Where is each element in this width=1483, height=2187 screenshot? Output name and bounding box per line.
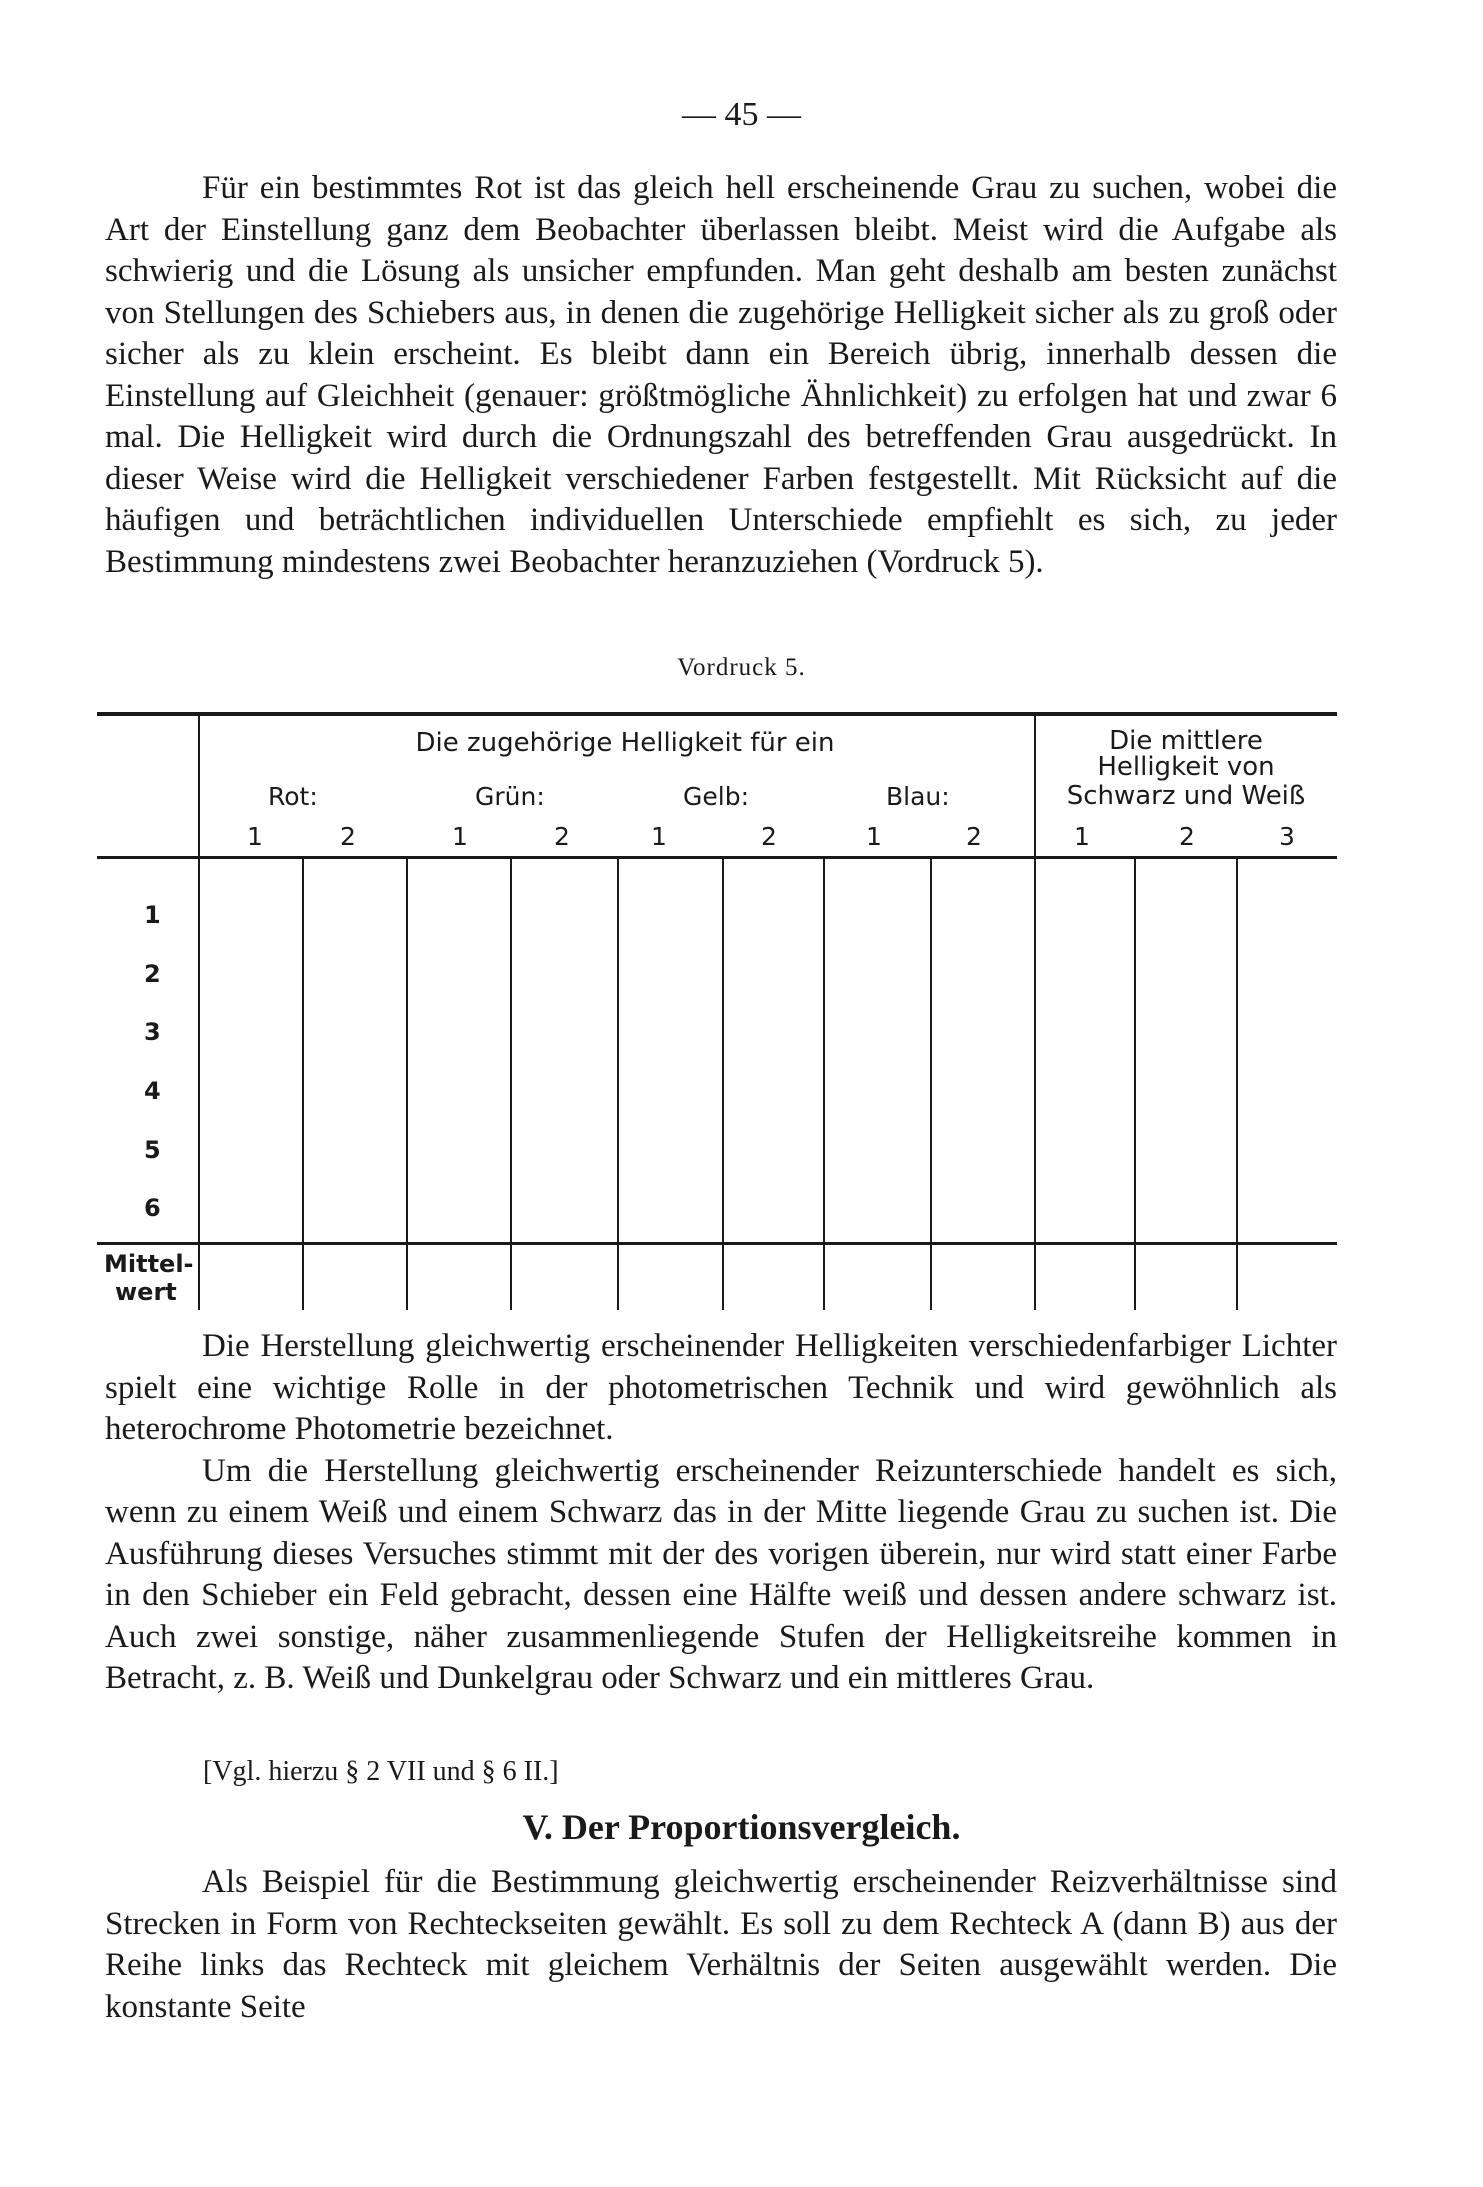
col-divider xyxy=(406,858,408,1310)
paragraph-heterochrome xyxy=(105,1326,1337,1700)
col-divider xyxy=(823,858,825,1310)
row-label-divider xyxy=(198,714,200,1310)
sub-col-number: 1 xyxy=(1074,822,1090,851)
group-header-colors: Die zugehörige Helligkeit für ein xyxy=(415,728,835,758)
paragraph-proportion xyxy=(105,1862,1337,2028)
paragraph-text: Um die Herstellung gleichwertig erscheinender Reizunterschiede handelt es sich, wenn zu einem Weiß und einem Schwarz das in der Mitte liegende Grau zu suchen ist. Die Ausführung dieses Versuches stimmt mit der des vorigen überein, nur wird statt einer Farbe in den Schieber ein Feld gebracht, dessen eine Hälfte weiß und dessen andere schwarz ist. Auch zwei sonstige, näher zusammenliegende Stufen der Helligkeitsreihe kommen in Betracht, z. B. Weiß und Dunkelgrau oder Schwarz und ein mittleres Grau. xyxy=(105,1452,1337,1696)
row-label: 3 xyxy=(144,1018,161,1046)
paragraph-text: Als Beispiel für die Bestimmung gleichwertig erscheinender Reizverhältnisse sind Strecken in Form von Rechteckseiten gewählt. Es soll zu dem Rechteck A (dann B) aus der Reihe links das Rechteck mit gleichem Verhältnis der Seiten ausgewählt werden. Die konstante Seite xyxy=(105,1864,1337,2025)
color-label-yellow: Gelb: xyxy=(683,782,749,811)
paragraph-text: Die Herstellung gleichwertig erscheinender Helligkeiten verschiedenfarbiger Lichter spielt eine wichtige Rolle in der photometrischen Technik und wird gewöhnlich als heterochrome Photometrie bezeichnet. xyxy=(105,1328,1337,1447)
page-number: — 45 — xyxy=(682,96,801,133)
sub-col-number: 1 xyxy=(452,822,468,851)
row-label: 1 xyxy=(144,901,161,929)
group-header-mean-line1: Die mittlere xyxy=(1109,726,1263,756)
col-divider xyxy=(617,858,619,1310)
sub-col-number: 3 xyxy=(1279,822,1295,851)
table-mean-rule xyxy=(97,1242,1337,1245)
color-label-blue: Blau: xyxy=(886,782,950,811)
sub-col-number: 2 xyxy=(554,822,570,851)
row-label: 4 xyxy=(144,1077,161,1105)
sub-col-number: 1 xyxy=(247,822,263,851)
group-header-mean-line3: Schwarz und Weiß xyxy=(1066,781,1306,811)
sub-col-number: 2 xyxy=(340,822,356,851)
color-label-green: Grün: xyxy=(475,782,545,811)
color-label-red: Rot: xyxy=(268,782,318,811)
col-divider xyxy=(302,858,304,1310)
form-caption: Vordruck 5. xyxy=(677,654,806,681)
table-header-rule xyxy=(97,856,1337,859)
group-header-mean-line2: Helligkeit von xyxy=(1097,752,1275,782)
row-label: 5 xyxy=(144,1136,161,1164)
sub-col-number: 1 xyxy=(866,822,882,851)
mean-row-label-line2: wert xyxy=(115,1278,177,1306)
col-divider xyxy=(510,858,512,1310)
row-label: 2 xyxy=(144,960,161,988)
col-divider xyxy=(1134,858,1136,1310)
sub-col-number: 2 xyxy=(966,822,982,851)
col-divider xyxy=(1236,858,1238,1310)
sub-col-number: 1 xyxy=(651,822,667,851)
sub-col-number: 2 xyxy=(1179,822,1195,851)
section-heading: V. Der Proportionsvergleich. xyxy=(522,1807,961,1847)
sub-col-number: 2 xyxy=(761,822,777,851)
reference-note: [Vgl. hierzu § 2 VII und § 6 II.] xyxy=(203,1756,559,1787)
table-top-rule xyxy=(97,712,1337,716)
row-label: 6 xyxy=(144,1194,161,1222)
paragraph-text: Für ein bestimmtes Rot ist das gleich hell erscheinende Grau zu suchen, wobei die Art der Einstellung ganz dem Beobachter überlassen bleibt. Meist wird die Aufgabe als schwierig und die Lösung als unsicher empfunden. Man geht deshalb am besten zunächst von Stellungen des Schiebers aus, in denen die zugehörige Helligkeit sicher als zu groß oder sicher als zu klein erscheint. Es bleibt dann ein Bereich übrig, innerhalb dessen die Einstellung auf Gleichheit (genauer: größtmögliche Ähnlichkeit) zu erfolgen hat und zwar 6 mal. Die Helligkeit wird durch die Ordnungszahl des betreffenden Grau ausgedrückt. In dieser Weise wird die Helligkeit verschiedener Farben festgestellt. Mit Rücksicht auf die häufigen und beträchtlichen individuellen Unterschiede empfiehlt es sich, zu jeder Bestimmung mindestens zwei Beobachter heranzuziehen (Vordruck 5). xyxy=(105,170,1337,580)
mean-row-label-line1: Mittel- xyxy=(104,1250,194,1278)
col-divider xyxy=(722,858,724,1310)
col-divider xyxy=(930,858,932,1310)
